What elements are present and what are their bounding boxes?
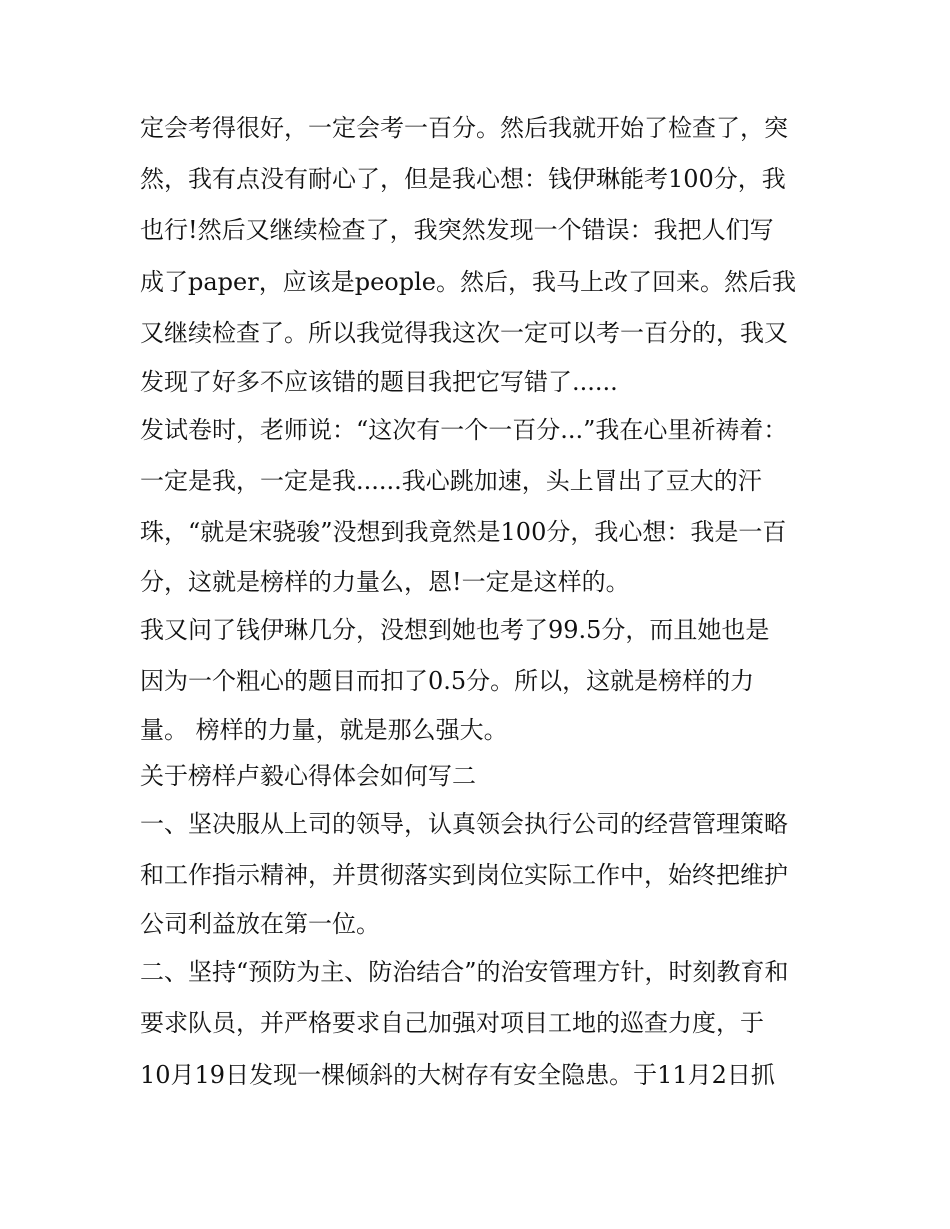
text-line: 然，我有点没有耐心了，但是我心想：钱伊琳能考100分，我 (140, 165, 786, 194)
text-line: 要求队员，并严格要求自己加强对项目工地的巡查力度，于 (140, 1009, 764, 1038)
text-line: 又继续检查了。所以我觉得我这次一定可以考一百分的，我又 (140, 318, 788, 347)
text-line: 分，这就是榜样的力量么，恩!一定是这样的。 (140, 567, 630, 596)
text-line: 也行!然后又继续检查了，我突然发现一个错误：我把人们写 (140, 216, 774, 245)
section-heading: 关于榜样卢毅心得体会如何写二 (140, 761, 476, 790)
text-line: 成了paper，应该是people。然后，我马上改了回来。然后我 (140, 267, 796, 296)
text-line: 珠，“就是宋骁骏”没想到我竟然是100分，我心想：我是一百 (140, 518, 787, 547)
text-line: 二、坚持“预防为主、防治结合”的治安管理方针，时刻教育和 (140, 958, 789, 987)
text-line: 量。 榜样的力量，就是那么强大。 (140, 715, 508, 744)
text-line: 因为一个粗心的题目而扣了0.5分。所以，这就是榜样的力 (140, 666, 755, 695)
text-line: 一、坚决服从上司的领导，认真领会执行公司的经营管理策略 (140, 809, 788, 838)
text-line: 发试卷时，老师说：“这次有一个一百分...”我在心里祈祷着： (140, 415, 788, 444)
text-line: 一定是我，一定是我......我心跳加速，头上冒出了豆大的汗 (140, 467, 762, 496)
text-line: 公司利益放在第一位。 (140, 910, 380, 939)
document-body (140, 103, 820, 1101)
text-line: 发现了好多不应该错的题目我把它写错了...... (140, 367, 618, 396)
text-line: 定会考得很好，一定会考一百分。然后我就开始了检查了，突 (140, 114, 788, 142)
text-line: 和工作指示精神，并贯彻落实到岗位实际工作中，始终把维护 (140, 861, 788, 890)
text-line: 10月19日发现一棵倾斜的大树存有安全隐患。于11月2日抓 (140, 1060, 775, 1089)
text-line: 我又问了钱伊琳几分，没想到她也考了99.5分，而且她也是 (140, 615, 770, 644)
